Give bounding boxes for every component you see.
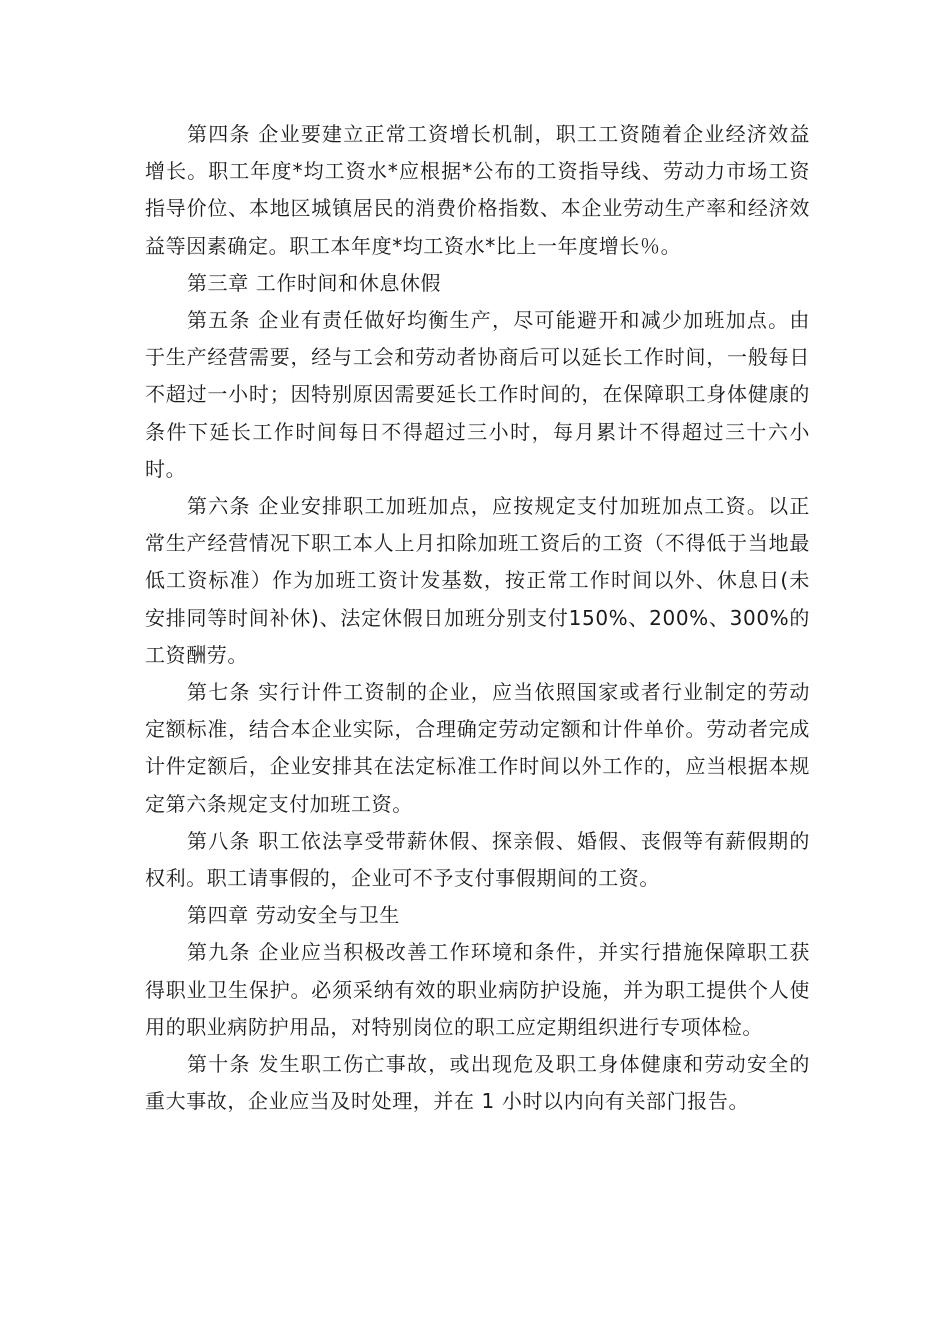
article-9-paragraph: 第九条 企业应当积极改善工作环境和条件，并实行措施保障职工获得职业卫生保护。必须采纳有效的职业病防护设施，并为职工提供个人使用的职业病防护用品，对特别岗位的职工应定期组织进行专项体检。 <box>145 940 810 1039</box>
article-7-paragraph: 第七条 实行计件工资制的企业，应当依照国家或者行业制定的劳动定额标准，结合本企业实际，合理确定劳动定额和计件单价。劳动者完成计件定额后，企业安排其在法定标准工作时间以外工作的，应当根据本规定第六条规定支付加班工资。 <box>145 680 810 816</box>
document-body <box>145 116 810 1120</box>
article-8-paragraph: 第八条 职工依法享受带薪休假、探亲假、婚假、丧假等有薪假期的权利。职工请事假的，企业可不予支付事假期间的工资。 <box>145 828 810 891</box>
article-5-paragraph: 第五条 企业有责任做好均衡生产，尽可能避开和减少加班加点。由于生产经营需要，经与工会和劳动者协商后可以延长工作时间，一般每日不超过一小时；因特别原因需要延长工作时间的，在保障职工身体健康的条件下延长工作时间每日不得超过三小时，每月累计不得超过三十六小时。 <box>145 308 810 481</box>
article-10-paragraph: 第十条 发生职工伤亡事故，或出现危及职工身体健康和劳动安全的重大事故，企业应当及时处理，并在 1 小时以内向有关部门报告。 <box>145 1052 810 1114</box>
article-4-paragraph: 第四条 企业要建立正常工资增长机制，职工工资随着企业经济效益增长。职工年度*均工资水*应根据*公布的工资指导线、劳动力市场工资指导价位、本地区城镇居民的消费价格指数、本企业劳动生产率和经济效益等因素确定。职工本年度*均工资水*比上一年度增长％。 <box>145 122 810 258</box>
chapter-4-heading: 第四章 劳动安全与卫生 <box>187 903 400 928</box>
chapter-3-heading: 第三章 工作时间和休息休假 <box>187 270 442 295</box>
article-6-paragraph: 第六条 企业安排职工加班加点，应按规定支付加班加点工资。以正常生产经营情况下职工本人上月扣除加班工资后的工资（不得低于当地最低工资标准）作为加班工资计发基数，按正常工作时间以外、休息日(未安排同等时间补休)、法定休假日加班分别支付150%、200%、300%的工资酬劳。 <box>145 494 810 667</box>
